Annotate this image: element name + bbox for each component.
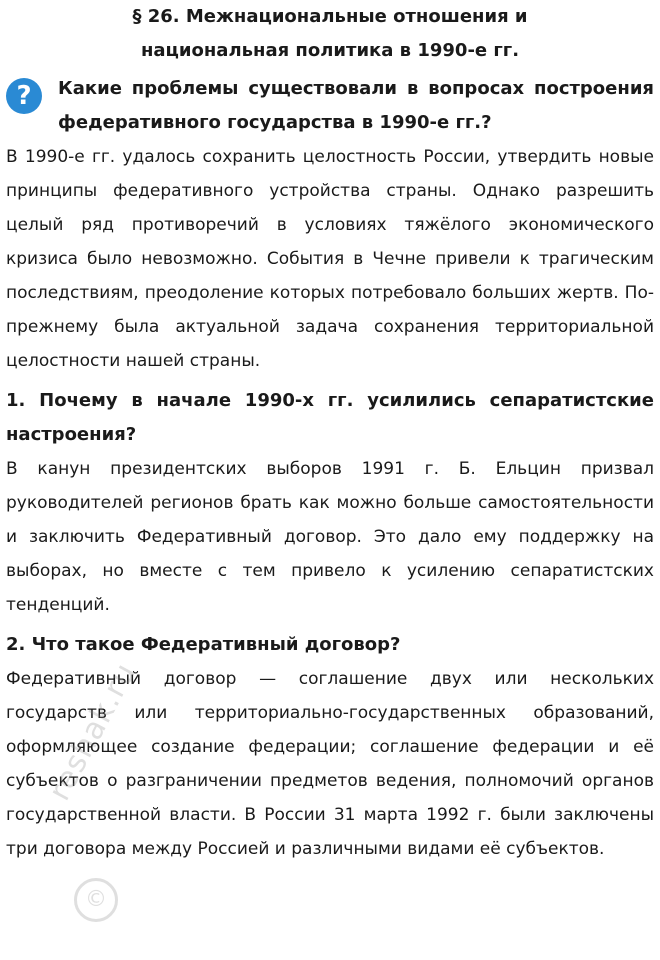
section-1-text: В канун президентских выборов 1991 г. Б. Ельцин призвал руководителей регионов брать как можно больше самостоятельности и заключить Федеративный договор. Это дало ему поддержку на выборах, но вместе с тем привело к усилению сепаратистских тенденций.: [6, 459, 654, 615]
title-line-1: § 26. Межнациональные отношения и: [132, 6, 528, 27]
page-title: [6, 0, 654, 68]
lead-question: Какие проблемы существовали в вопросах построения федеративного государства в 1990-е гг.?: [58, 78, 654, 133]
question-mark-icon: ?: [6, 78, 42, 114]
section-1-heading: 1. Почему в начале 1990-х гг. усилились сепаратистские настроения?: [6, 390, 654, 445]
section-2-text: Федеративный договор — соглашение двух или нескольких государств или территориально-государственных образований, оформляющее создание федерации; соглашение федерации и её субъектов о разграничении предметов ведения, полномочий органов государственной власти. В России 31 марта 1992 г. были заключены три договора между Россией и различными видами её субъектов.: [6, 669, 654, 859]
copyright-icon: ©: [74, 878, 118, 922]
section-2-heading: 2. Что такое Федеративный договор?: [6, 634, 401, 655]
question-block: [6, 72, 654, 140]
title-line-2: национальная политика в 1990-е гг.: [140, 40, 520, 61]
watermark-text: reshak.ru: [42, 657, 144, 807]
intro-paragraph: В 1990-е гг. удалось сохранить целостность России, утвердить новые принципы федеративного устройства страны. Однако разрешить целый ряд противоречий в условиях тяжёлого экономического кризиса было невозможно. События в Чечне привели к трагическим последствиям, преодоление которых потребовало больших жертв. По-прежнему была актуальной задача сохранения территориальной целостности нашей страны.: [6, 147, 654, 371]
